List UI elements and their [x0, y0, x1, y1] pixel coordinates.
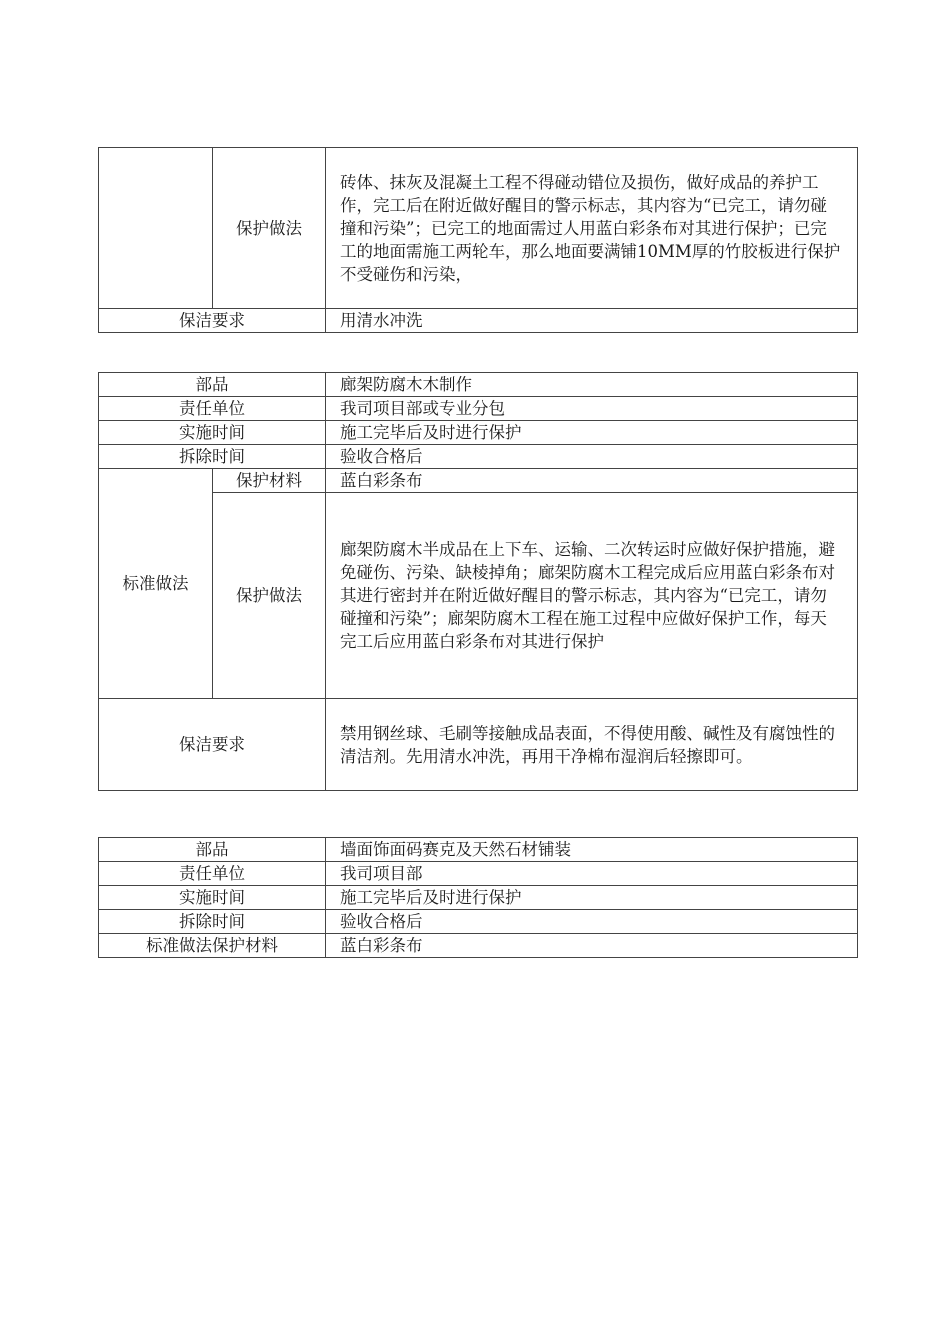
table-row: [99, 838, 858, 862]
table-row: [99, 699, 858, 791]
pergola-protection-table: [98, 372, 858, 791]
material-label: 标准做法保护材料: [99, 934, 326, 958]
time-label: 实施时间: [99, 421, 326, 445]
part-label: 部品: [99, 838, 326, 862]
unit-label: 责任单位: [99, 862, 326, 886]
clean-text: 禁用钢丝球、毛刷等接触成品表面，不得使用酸、碱性及有腐蚀性的清洁剂。先用清水冲洗，再用干净棉布湿润后轻擦即可。: [326, 699, 858, 791]
method-text: 廊架防腐木半成品在上下车、运输、二次转运时应做好保护措施，避免碰伤、污染、缺棱掉角；廊架防腐木工程完成后应用蓝白彩条布对其进行密封并在附近做好醒目的警示标志，其内容为“已完工，请勿碰撞和污染”；廊架防腐木工程在施工过程中应做好保护工作，每天完工后应用蓝白彩条布对其进行保护: [326, 493, 858, 699]
part-label: 部品: [99, 373, 326, 397]
unit-value: 我司项目部: [326, 862, 858, 886]
clean-label: 保洁要求: [99, 309, 326, 333]
table-row: [99, 493, 858, 699]
table-row: [99, 934, 858, 958]
standard-label: 标准做法: [99, 469, 213, 699]
part-value: 廊架防腐木木制作: [326, 373, 858, 397]
time-value: 施工完毕后及时进行保护: [326, 886, 858, 910]
table-row: [99, 862, 858, 886]
unit-label: 责任单位: [99, 397, 326, 421]
remove-value: 验收合格后: [326, 910, 858, 934]
part-value: 墙面饰面码赛克及天然石材铺装: [326, 838, 858, 862]
remove-value: 验收合格后: [326, 445, 858, 469]
material-value: 蓝白彩条布: [326, 469, 858, 493]
table-row: [99, 373, 858, 397]
time-value: 施工完毕后及时进行保护: [326, 421, 858, 445]
wall-finish-protection-table: [98, 837, 858, 958]
remove-label: 拆除时间: [99, 445, 326, 469]
material-value: 蓝白彩条布: [326, 934, 858, 958]
table-row: [99, 397, 858, 421]
protection-table-continued: [98, 147, 858, 333]
protect-method-label: 保护做法: [213, 148, 326, 309]
table-row: [99, 445, 858, 469]
clean-text: 用清水冲洗: [326, 309, 858, 333]
remove-label: 拆除时间: [99, 910, 326, 934]
table-row: [99, 309, 858, 333]
protect-method-text: 砖体、抹灰及混凝土工程不得碰动错位及损伤，做好成品的养护工作，完工后在附近做好醒目的警示标志，其内容为“已完工，请勿碰撞和污染”；已完工的地面需过人用蓝白彩条布对其进行保护；已完工的地面需施工两轮车，那么地面要满铺10MM厚的竹胶板进行保护不受碰伤和污染，: [326, 148, 858, 309]
table-row: [99, 886, 858, 910]
clean-label: 保洁要求: [99, 699, 326, 791]
time-label: 实施时间: [99, 886, 326, 910]
unit-value: 我司项目部或专业分包: [326, 397, 858, 421]
table-row: [99, 421, 858, 445]
method-label: 保护做法: [213, 493, 326, 699]
table-row: [99, 148, 858, 309]
table-row: [99, 469, 858, 493]
material-label: 保护材料: [213, 469, 326, 493]
table-row: [99, 910, 858, 934]
merged-empty-cell: [99, 148, 213, 309]
